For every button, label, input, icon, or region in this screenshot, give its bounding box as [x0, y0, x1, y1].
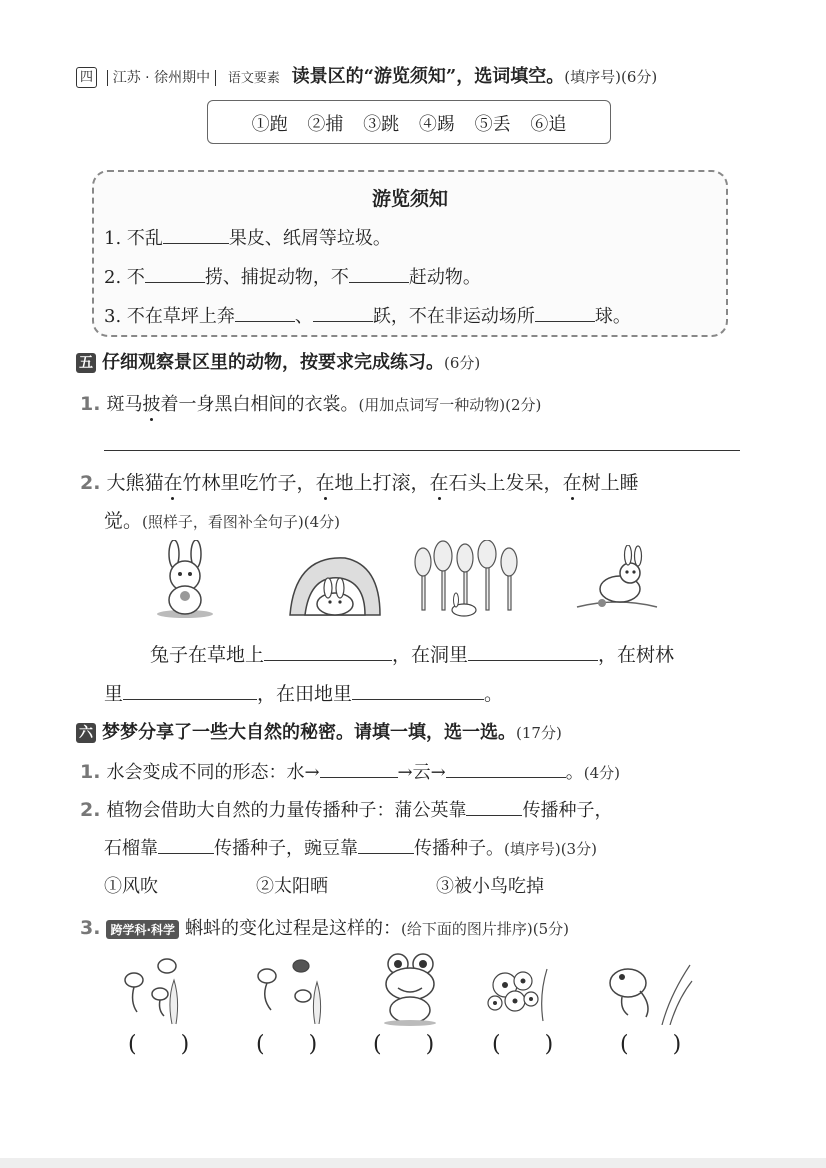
section5-header — [76, 348, 480, 374]
answer-blank[interactable] — [158, 835, 214, 854]
s6-q1: 1. 水会变成不同的形态：水→ →云→ 。(4分) — [80, 761, 620, 783]
s6-q2-options — [104, 872, 544, 898]
option-6: ⑥追 — [530, 114, 567, 135]
rabbit-in-woods-picture — [412, 540, 524, 620]
section5-score: (6分) — [444, 354, 481, 372]
section5-title: 仔细观察景区里的动物，按要求完成练习。 — [102, 352, 444, 373]
s5-q2-line1: 2. 大熊猫在竹林里吃竹子，在地上打滚，在石头上发呆，在树上睡 — [80, 472, 639, 494]
tadpole-growing-picture — [600, 955, 695, 1025]
answer-blank[interactable] — [466, 797, 522, 816]
notice-item-3: 3. 不在草坪上奔 、 跃，不在非运动场所 球。 — [104, 302, 631, 328]
section4-header — [76, 62, 657, 88]
s5-q2-sentence-line1: 兔子在草地上 ，在洞里 ，在树林 — [150, 644, 675, 666]
order-answer-3[interactable]: ( ) — [373, 1032, 435, 1057]
option-2: ②捕 — [307, 114, 344, 135]
s5-q2-sentence-line2: 里 ，在田地里 。 — [104, 683, 504, 705]
answer-blank[interactable] — [320, 759, 398, 778]
s6-q2-line2: 石榴靠 传播种子，豌豆靠 传播种子。(填序号)(3分) — [104, 834, 597, 860]
section6-header — [76, 718, 562, 744]
notice-title: 游览须知 — [371, 188, 448, 210]
notice-item-1: 1. 不乱 果皮、纸屑等垃圾。 — [104, 224, 391, 250]
rabbit-in-field-picture — [572, 545, 662, 615]
option-1: ①跑 — [251, 114, 288, 135]
s6-option-2: ②太阳晒 — [256, 876, 328, 897]
answer-blank[interactable] — [535, 303, 595, 322]
rabbit-in-burrow-picture — [285, 550, 385, 620]
section6-title: 梦梦分享了一些大自然的秘密。请填一填，选一选。 — [102, 722, 516, 743]
answer-blank[interactable] — [352, 681, 484, 700]
order-answer-1[interactable]: ( ) — [128, 1032, 190, 1057]
answer-blank[interactable] — [123, 681, 257, 700]
bottom-edge — [0, 1158, 826, 1168]
notice-item-2: 2. 不 捞、捕捉动物，不 赶动物。 — [104, 263, 481, 289]
answer-blank[interactable] — [264, 642, 392, 661]
answer-blank[interactable] — [349, 264, 409, 283]
section4-source: 江苏 · 徐州期中 — [107, 70, 216, 86]
s5-q1: 1. 斑马披着一身黑白相间的衣裳。(用加点词写一种动物)(2分) — [80, 393, 542, 415]
frog-picture — [378, 950, 443, 1026]
s5-q1-answer-line[interactable] — [104, 450, 740, 451]
tadpoles-swimming-picture — [245, 952, 330, 1024]
s6-q3: 3. 跨学科·科学 蝌蚪的变化过程是这样的：(给下面的图片排序)(5分) — [80, 917, 569, 939]
s6-option-1: ①风吹 — [104, 876, 158, 897]
order-answer-2[interactable]: ( ) — [256, 1032, 318, 1057]
section6-number: 六 — [76, 723, 96, 743]
section5-number: 五 — [76, 353, 96, 373]
notice-board — [92, 170, 728, 337]
frog-eggs-picture — [475, 955, 555, 1023]
tadpoles-with-legs-picture — [112, 950, 192, 1025]
section4-title: 读景区的“游览须知”，选词填空。 — [291, 66, 565, 87]
s6-option-3: ③被小鸟吃掉 — [436, 876, 544, 897]
s6-q2-line1: 2. 植物会借助大自然的力量传播种子：蒲公英靠 传播种子， — [80, 799, 613, 821]
answer-blank[interactable] — [145, 264, 205, 283]
answer-blank[interactable] — [446, 759, 566, 778]
order-answer-4[interactable]: ( ) — [492, 1032, 554, 1057]
order-answer-5[interactable]: ( ) — [620, 1032, 682, 1057]
section4-note: (填序号)(6分) — [564, 68, 658, 86]
answer-blank[interactable] — [358, 835, 414, 854]
option-5: ⑤丢 — [474, 114, 511, 135]
rabbit-eating-picture — [150, 540, 220, 620]
option-3: ③跳 — [363, 114, 400, 135]
answer-blank[interactable] — [235, 303, 295, 322]
answer-blank[interactable] — [163, 225, 229, 244]
s5-q2-line2: 觉。(照样子，看图补全句子)(4分) — [104, 510, 340, 532]
section6-score: (17分) — [516, 724, 562, 742]
section4-number: 四 — [76, 67, 97, 88]
cross-subject-tag: 跨学科·科学 — [106, 920, 179, 939]
answer-blank[interactable] — [468, 642, 598, 661]
section4-tag: 语文要素 — [227, 71, 280, 86]
answer-blank[interactable] — [313, 303, 373, 322]
option-4: ④踢 — [418, 114, 455, 135]
word-options-box — [207, 100, 611, 144]
